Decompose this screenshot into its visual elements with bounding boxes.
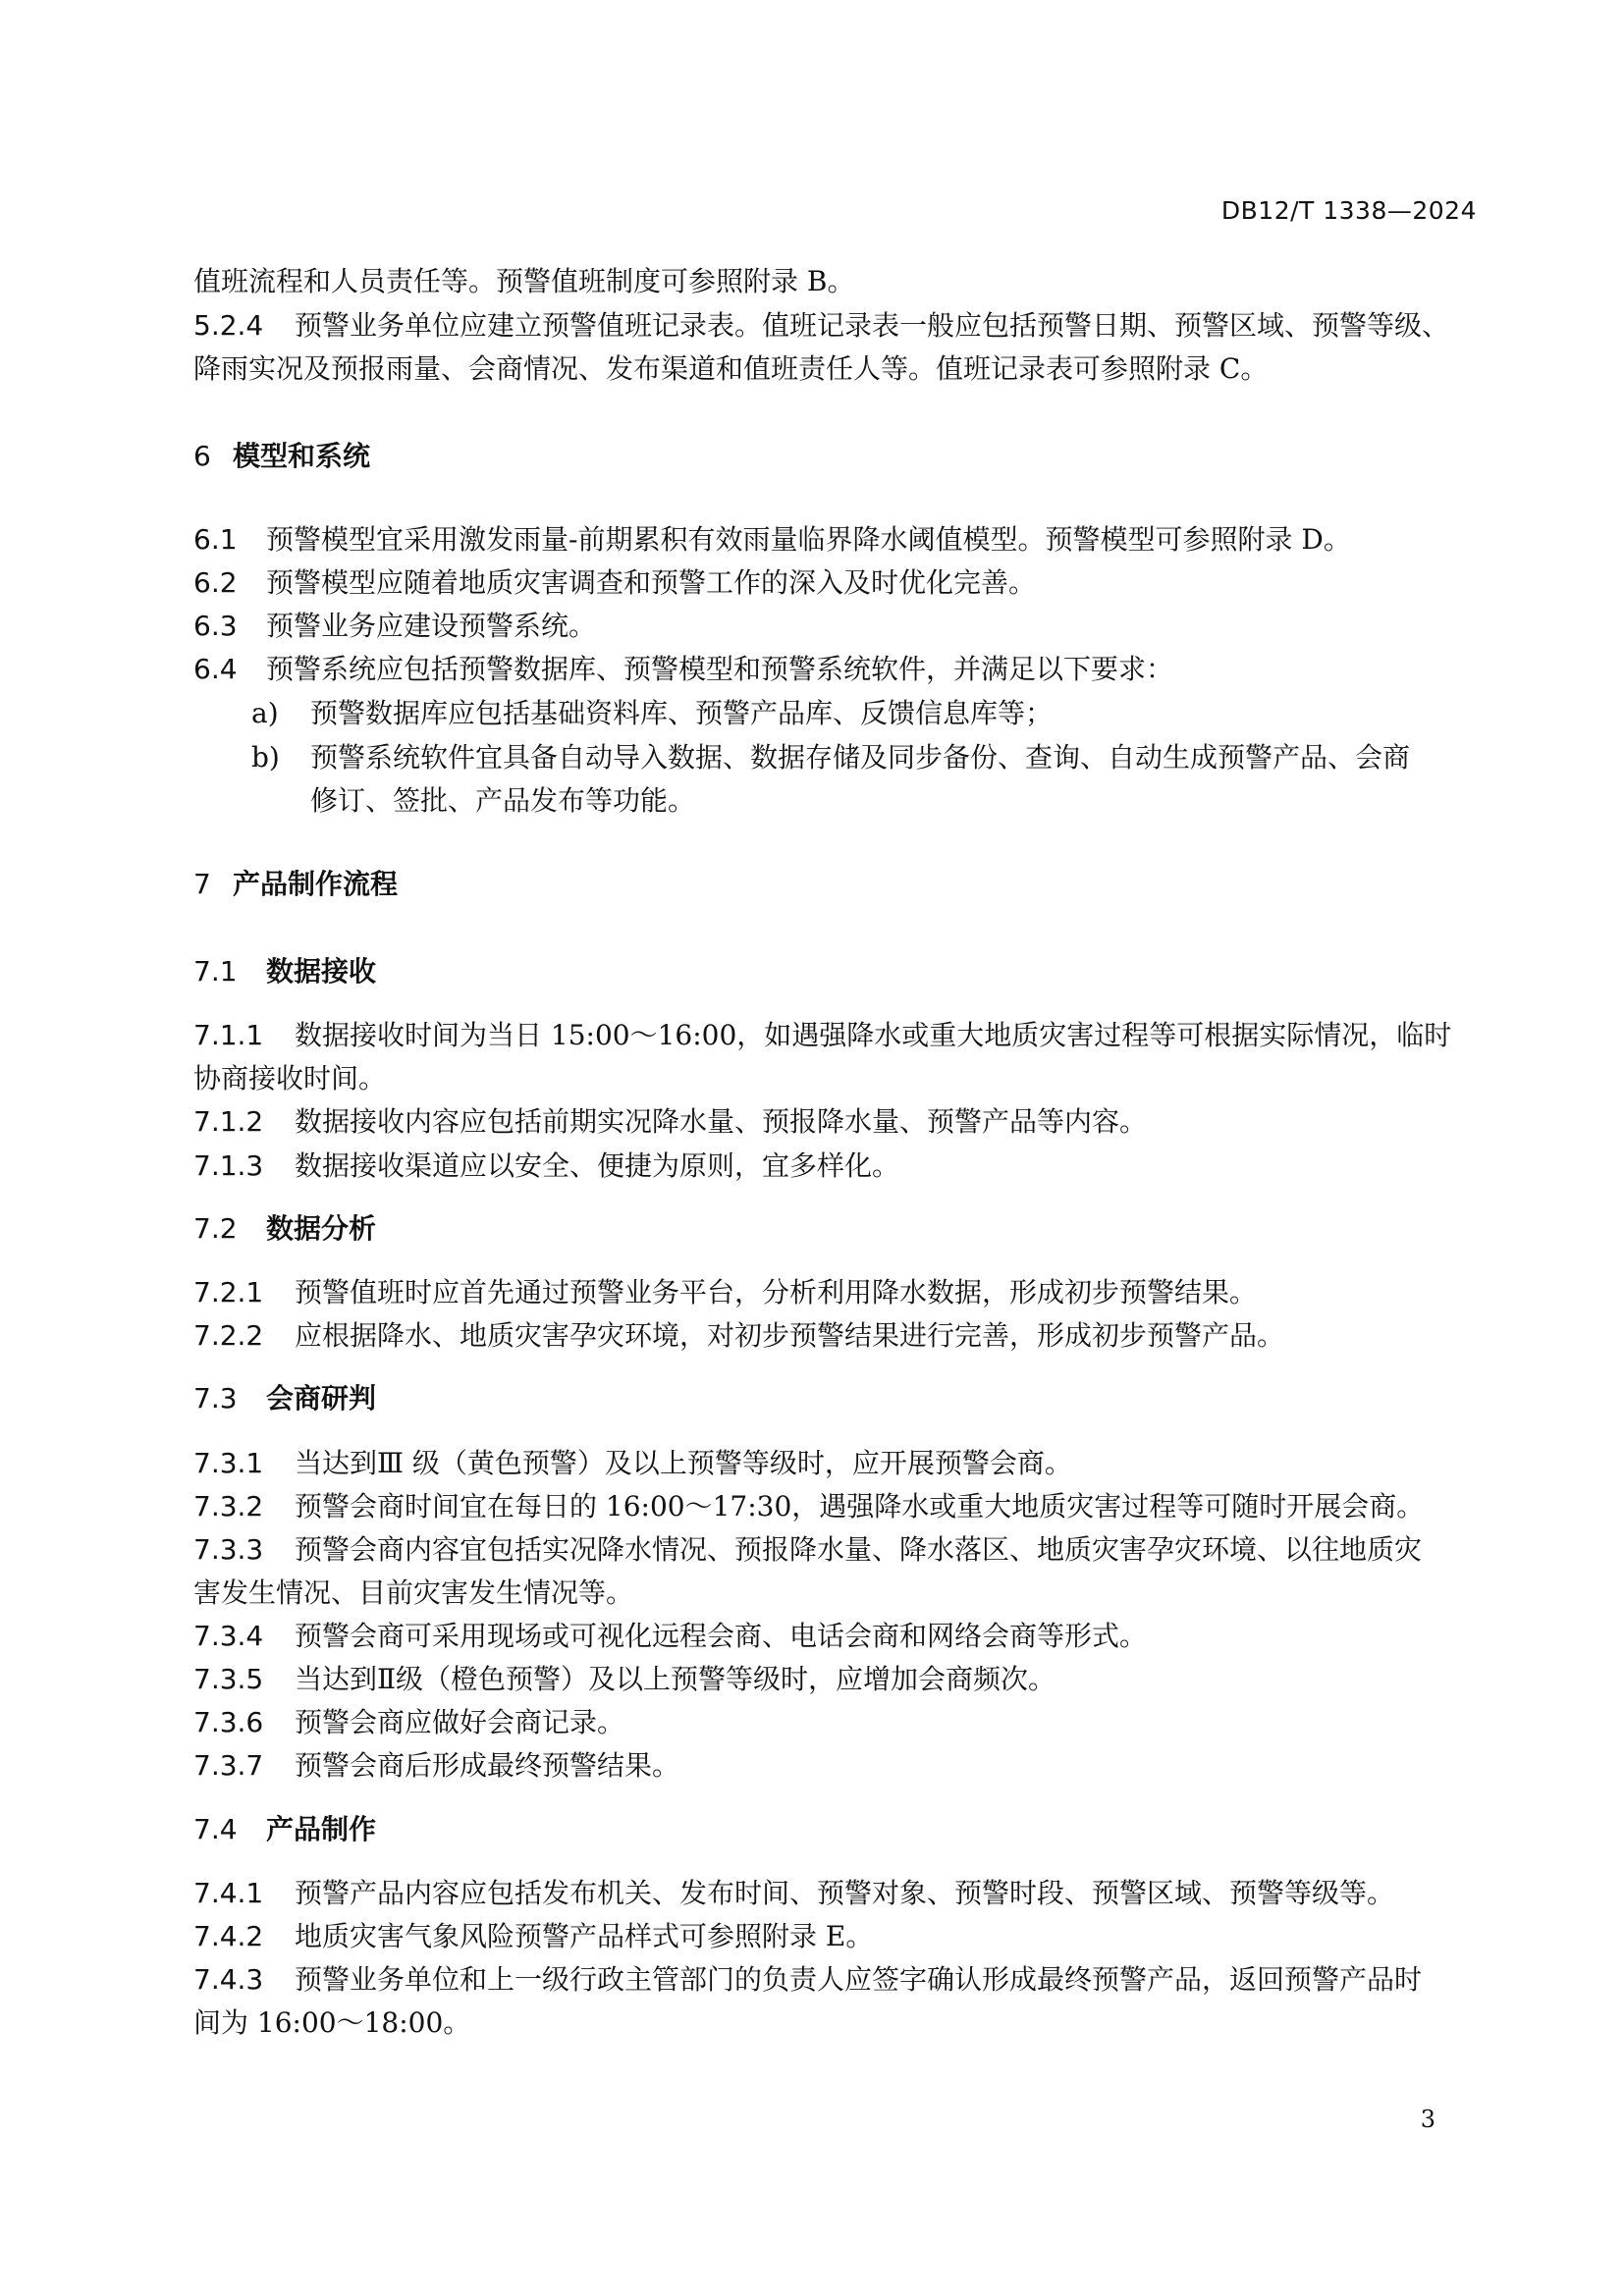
clause-text: 预警会商内容宜包括实况降水情况、预报降水量、降水落区、地质灾害孕灾环境、以往地质灾: [295, 1533, 1423, 1566]
clause-number: 7.1.1: [193, 1019, 264, 1051]
clause-number: 6.1: [193, 523, 238, 556]
section-title: 产品制作: [266, 1813, 377, 1845]
clause-number: 7.2.1: [193, 1276, 264, 1308]
clause-text: 预警模型应随着地质灾害调查和预警工作的深入及时优化完善。: [266, 566, 1037, 599]
clause-text: 预警值班时应首先通过预警业务平台，分析利用降水数据，形成初步预警结果。: [295, 1276, 1258, 1308]
subsection-7-1-heading: [193, 955, 377, 988]
section-title: 数据分析: [266, 1212, 377, 1245]
clause-6-3: [193, 610, 597, 642]
clause-number: 7.4.3: [193, 1963, 264, 1996]
section-number: 7.4: [193, 1813, 238, 1845]
list-text: 预警系统软件宜具备自动导入数据、数据存储及同步备份、查询、自动生成预警产品、会商: [310, 741, 1411, 774]
clause-number: 6.2: [193, 566, 238, 599]
clause-number: 6.4: [193, 653, 238, 685]
section-title: 产品制作流程: [233, 868, 399, 900]
clause-text: 预警业务应建设预警系统。: [266, 610, 597, 642]
clause-6-1: [193, 523, 1351, 556]
line-text: 降雨实况及预报雨量、会商情况、发布渠道和值班责任人等。值班记录表可参照附录 C。: [193, 352, 1269, 385]
clause-6-2: [193, 566, 1037, 599]
clause-number: 7.3.4: [193, 1620, 264, 1652]
list-item-a: [251, 697, 1054, 729]
clause-number: 5.2.4: [193, 309, 264, 342]
page-number: 3: [1420, 2106, 1435, 2133]
clause-number: 7.2.2: [193, 1319, 264, 1352]
clause-7-3-1: [193, 1447, 1072, 1479]
clause-6-4: [193, 653, 1174, 685]
clause-text: 预警会商时间宜在每日的 16:00～17:30，遇强降水或重大地质灾害过程等可随时开展会商。: [295, 1490, 1425, 1522]
clause-number: 7.3.6: [193, 1706, 264, 1738]
clause-text: 预警业务单位应建立预警值班记录表。值班记录表一般应包括预警日期、预警区域、预警等级、: [295, 309, 1450, 342]
clause-7-1-3: [193, 1149, 900, 1182]
clause-text: 预警模型宜采用激发雨量-前期累积有效雨量临界降水阈值模型。预警模型可参照附录 D。: [266, 523, 1351, 556]
clause-7-3-5: [193, 1663, 1056, 1695]
line-text: 间为 16:00～18:00。: [193, 2006, 471, 2039]
clause-7-4-1: [193, 1877, 1395, 1909]
clause-text: 数据接收时间为当日 15:00～16:00，如遇强降水或重大地质灾害过程等可根据实际情况，临时: [295, 1019, 1452, 1051]
clause-7-1-1: [193, 1019, 1452, 1051]
clause-text: 数据接收渠道应以安全、便捷为原则，宜多样化。: [295, 1149, 900, 1182]
clause-text: 当达到Ⅱ级（橙色预警）及以上预警等级时，应增加会商频次。: [295, 1663, 1056, 1695]
paragraph-line: [193, 1062, 387, 1095]
document-code: DB12/T 1338—2024: [1220, 196, 1477, 225]
section-number: 7: [193, 868, 211, 900]
line-text: 协商接收时间。: [193, 1062, 387, 1095]
clause-7-3-2: [193, 1490, 1425, 1522]
clause-number: 7.3.5: [193, 1663, 264, 1695]
clause-text: 预警业务单位和上一级行政主管部门的负责人应签字确认形成最终预警产品，返回预警产品时: [295, 1963, 1423, 1996]
line-text: 值班流程和人员责任等。预警值班制度可参照附录 B。: [193, 265, 855, 297]
clause-number: 7.4.1: [193, 1877, 264, 1909]
paragraph-line: [193, 352, 1269, 385]
subsection-7-4-heading: [193, 1813, 377, 1845]
clause-text: 预警系统应包括预警数据库、预警模型和预警系统软件，并满足以下要求：: [266, 653, 1174, 685]
clause-7-3-3: [193, 1533, 1423, 1566]
clause-text: 应根据降水、地质灾害孕灾环境，对初步预警结果进行完善，形成初步预警产品。: [295, 1319, 1285, 1352]
line-text: 修订、签批、产品发布等功能。: [310, 784, 696, 817]
clause-number: 7.3.7: [193, 1749, 264, 1782]
section-title: 会商研判: [266, 1382, 377, 1415]
line-text: 害发生情况、目前灾害发生情况等。: [193, 1576, 634, 1609]
paragraph-line: [193, 265, 855, 297]
clause-7-4-3: [193, 1963, 1423, 1996]
section-number: 7.3: [193, 1382, 238, 1415]
clause-7-3-7: [193, 1749, 680, 1782]
clause-text: 预警产品内容应包括发布机关、发布时间、预警对象、预警时段、预警区域、预警等级等。: [295, 1877, 1395, 1909]
section-number: 6: [193, 440, 211, 472]
clause-number: 6.3: [193, 610, 238, 642]
section-number: 7.1: [193, 955, 238, 988]
clause-5-2-4: [193, 309, 1450, 342]
subsection-7-3-heading: [193, 1382, 377, 1415]
list-marker: a): [251, 697, 279, 729]
clause-text: 数据接收内容应包括前期实况降水量、预报降水量、预警产品等内容。: [295, 1105, 1148, 1138]
paragraph-line: [193, 2006, 471, 2039]
clause-number: 7.3.1: [193, 1447, 264, 1479]
clause-text: 预警会商可采用现场或可视化远程会商、电话会商和网络会商等形式。: [295, 1620, 1148, 1652]
list-item-b: [251, 741, 1411, 774]
clause-number: 7.4.2: [193, 1920, 264, 1952]
clause-7-3-6: [193, 1706, 625, 1738]
list-text: 预警数据库应包括基础资料库、预警产品库、反馈信息库等；: [310, 697, 1054, 729]
subsection-7-2-heading: [193, 1212, 377, 1245]
clause-text: 地质灾害气象风险预警产品样式可参照附录 E。: [295, 1920, 874, 1952]
clause-number: 7.3.3: [193, 1533, 264, 1566]
clause-text: 当达到Ⅲ 级（黄色预警）及以上预警等级时，应开展预警会商。: [295, 1447, 1072, 1479]
paragraph-line: [310, 784, 696, 817]
clause-text: 预警会商后形成最终预警结果。: [295, 1749, 680, 1782]
clause-7-2-1: [193, 1276, 1258, 1308]
clause-text: 预警会商应做好会商记录。: [295, 1706, 625, 1738]
section-7-heading: [193, 868, 399, 900]
section-6-heading: [193, 440, 371, 472]
list-marker: b): [251, 741, 280, 774]
clause-7-1-2: [193, 1105, 1148, 1138]
clause-7-4-2: [193, 1920, 874, 1952]
clause-number: 7.3.2: [193, 1490, 264, 1522]
clause-7-3-4: [193, 1620, 1148, 1652]
section-title: 数据接收: [266, 955, 377, 988]
section-title: 模型和系统: [233, 440, 371, 472]
paragraph-line: [193, 1576, 634, 1609]
section-number: 7.2: [193, 1212, 238, 1245]
clause-number: 7.1.3: [193, 1149, 264, 1182]
clause-7-2-2: [193, 1319, 1285, 1352]
clause-number: 7.1.2: [193, 1105, 264, 1138]
